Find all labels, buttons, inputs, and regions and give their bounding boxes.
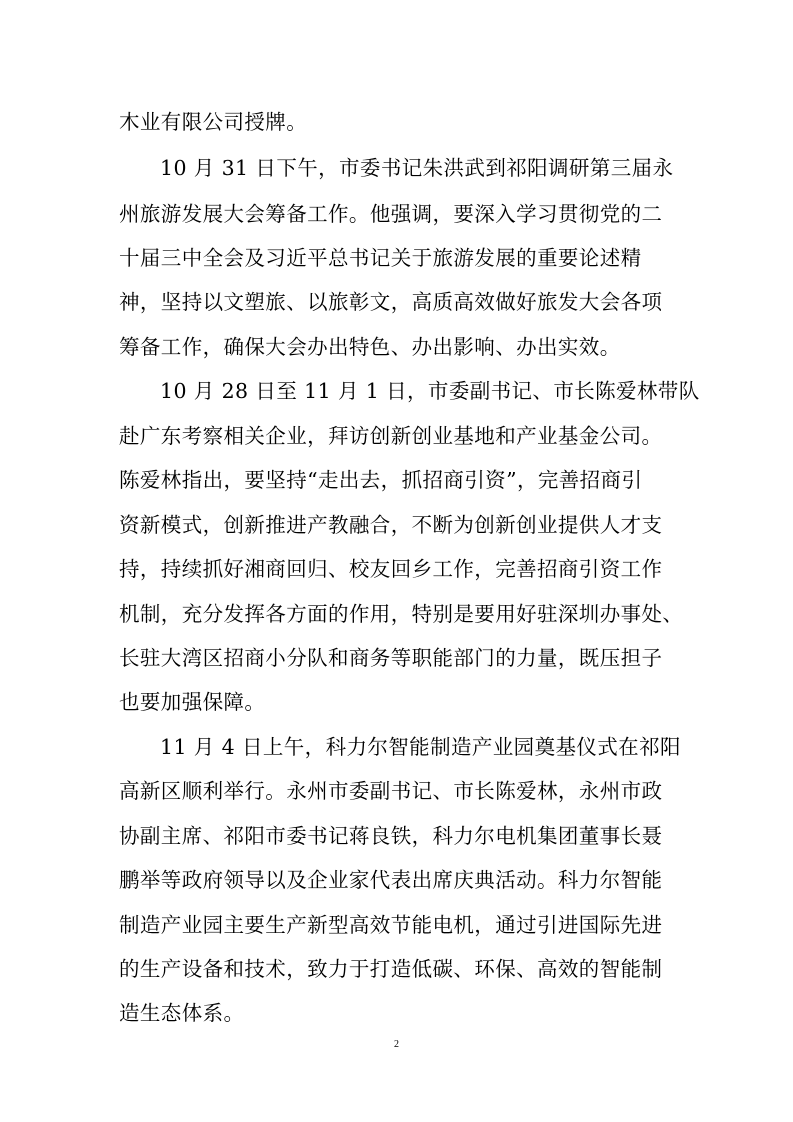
text-line: 10 月 28 日至 11 月 1 日，市委副书记、市长陈爱林带队 (160, 379, 700, 403)
text-line: 木业有限公司授牌。 (119, 110, 308, 134)
text-line: 神，坚持以文塑旅、以旅彰文，高质高效做好旅发大会各项 (119, 290, 663, 314)
text-line: 资新模式，创新推进产教融合，不断为创新创业提供人才支 (119, 513, 663, 537)
text-line: 造生态体系。 (119, 1001, 245, 1025)
text-line: 持，持续抓好湘商回归、校友回乡工作，完善招商引资工作 (119, 557, 663, 581)
text-line: 州旅游发展大会筹备工作。他强调，要深入学习贯彻党的二 (119, 202, 663, 226)
text-line: 制造产业园主要生产新型高效节能电机，通过引进国际先进 (119, 913, 663, 937)
text-line: 陈爱林指出，要坚持“走出去，抓招商引资”，完善招商引 (119, 468, 643, 492)
page-number: 2 (394, 1039, 399, 1050)
text-line: 的生产设备和技术，致力于打造低碳、环保、高效的智能制 (119, 957, 663, 981)
text-line: 筹备工作，确保大会办出特色、办出影响、办出实效。 (119, 335, 621, 359)
text-line: 也要加强保障。 (119, 690, 266, 714)
text-line: 高新区顺利举行。永州市委副书记、市长陈爱林，永州市政 (119, 779, 663, 803)
text-line: 10 月 31 日下午，市委书记朱洪武到祁阳调研第三届永 (160, 156, 674, 180)
text-line: 鹏举等政府领导以及企业家代表出席庆典活动。科力尔智能 (119, 868, 663, 892)
text-line: 11 月 4 日上午，科力尔智能制造产业园奠基仪式在祁阳 (160, 735, 681, 759)
text-line: 机制，充分发挥各方面的作用，特别是要用好驻深圳办事处、 (119, 602, 684, 626)
text-line: 十届三中全会及习近平总书记关于旅游发展的重要论述精 (119, 246, 642, 270)
text-line: 长驻大湾区招商小分队和商务等职能部门的力量，既压担子 (119, 646, 663, 670)
text-line: 协副主席、祁阳市委书记蒋良铁，科力尔电机集团董事长聂 (119, 824, 663, 848)
text-line: 赴广东考察相关企业，拜访创新创业基地和产业基金公司。 (119, 424, 663, 448)
